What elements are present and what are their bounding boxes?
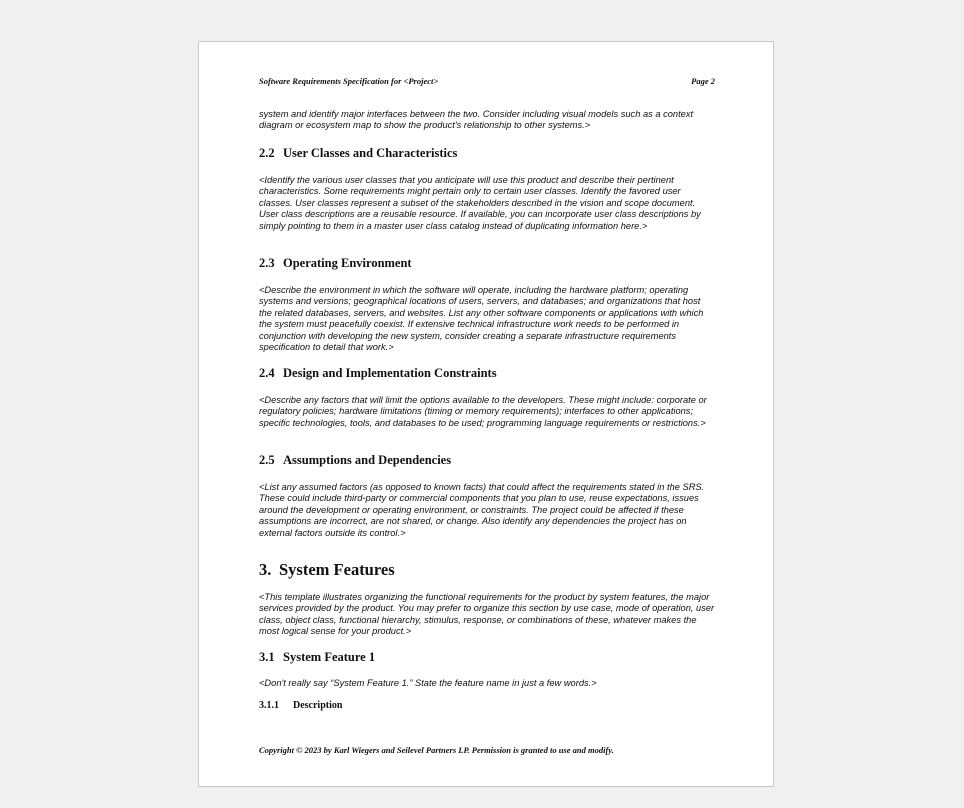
section-number: 2.4: [259, 366, 275, 380]
document-page: [198, 41, 774, 787]
chapter-title: System Features: [279, 560, 395, 579]
section-title: System Feature 1: [283, 650, 376, 664]
chapter-number: 3.: [259, 560, 272, 579]
section-number: 3.1: [259, 650, 275, 664]
section-number: 2.5: [259, 453, 275, 467]
section-2-2-heading: [259, 146, 457, 161]
section-3-1-text: <Don't really say “System Feature 1.” State the feature name in just a few words.>: [259, 678, 597, 688]
section-2-4-heading: [259, 366, 497, 381]
header-title: Software Requirements Specification for <Project>: [259, 76, 439, 86]
intro-continuation: system and identify major interfaces between the two. Consider including visual models such as a context diagram or ecosystem map to show the product's relationship to other systems.>: [259, 109, 694, 131]
section-title: Operating Environment: [283, 256, 412, 270]
section-2-3-heading: [259, 256, 412, 271]
section-2-3-text: <Describe the environment in which the software will operate, including the hardware platform; operating systems and versions; geographical locations of users, servers, and databases; and organizations that host the related databases, servers, and websites. List any other software components or applications with which the system must peacefully coexist. If extensive technical infrastructure work needs to be performed in conjunction with developing the new system, consider creating a separate infrastructure requirements specification to detail that work.>: [259, 285, 704, 353]
section-number: 2.2: [259, 146, 275, 160]
section-title: Assumptions and Dependencies: [283, 453, 452, 467]
section-2-4-text: <Describe any factors that will limit the options available to the developers. These might include: corporate or regulatory policies; hardware limitations (timing or memory requirements); interfaces to other applications; specific technologies, tools, and databases to be used; programming language requirements or restrictions.>: [259, 395, 707, 428]
subsection-title: Description: [293, 700, 343, 711]
subsection-3-1-1-heading: [259, 700, 342, 711]
page-footer: Copyright © 2023 by Karl Wiegers and Seilevel Partners LP. Permission is granted to use and modify.: [259, 745, 614, 755]
section-title: Design and Implementation Constraints: [283, 366, 497, 380]
subsection-number: 3.1.1: [259, 700, 279, 711]
section-2-5-heading: [259, 453, 451, 468]
page-header: [259, 76, 715, 90]
section-title: User Classes and Characteristics: [283, 146, 458, 160]
section-2-5-text: <List any assumed factors (as opposed to known facts) that could affect the requirements stated in the SRS. These could include third-party or commercial components that you plan to use, reuse expectations, issues around the development or operating environment, or constraints. The project could be affected if these assumptions are incorrect, are not shared, or change. Also identify any dependencies the project has on external factors outside its control.>: [259, 482, 705, 538]
header-page-number: Page 2: [691, 76, 715, 86]
section-2-2-text: <Identify the various user classes that you anticipate will use this product and describe their pertinent characteristics. Some requirements might pertain only to certain user classes. Identify the favored user classes. User classes represent a subset of the stakeholders described in the vision and scope document. User class descriptions are a reusable resource. If available, you can incorporate user class descriptions by simply pointing to them in a master user class catalog instead of duplicating information here.>: [259, 175, 701, 231]
section-3-1-heading: [259, 650, 375, 665]
section-number: 2.3: [259, 256, 275, 270]
chapter-3-heading: [259, 560, 395, 580]
chapter-3-text: <This template illustrates organizing the functional requirements for the product by system features, the major services provided by the product. You may prefer to organize this section by use case, mode of operation, user class, object class, functional hierarchy, stimulus, response, or combinations of these, whatever makes the most logical sense for your product.>: [259, 592, 715, 637]
